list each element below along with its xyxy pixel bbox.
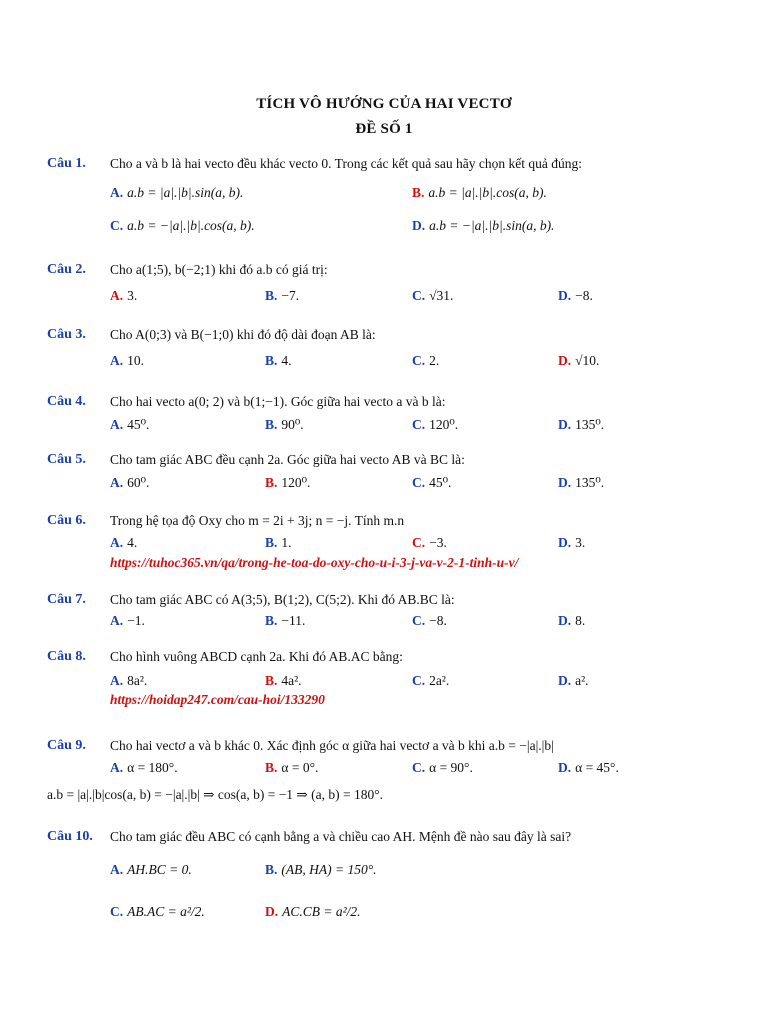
- option-c[interactable]: [110, 904, 205, 920]
- option-text: 4.: [127, 535, 138, 550]
- option-c[interactable]: [412, 475, 451, 491]
- option-a[interactable]: [110, 288, 137, 304]
- option-c[interactable]: [412, 535, 447, 551]
- option-label: A.: [110, 862, 124, 877]
- option-c[interactable]: [412, 613, 447, 629]
- option-label: D.: [558, 417, 572, 432]
- option-text: α = 45°.: [575, 760, 619, 775]
- option-text: α = 180°.: [127, 760, 178, 775]
- option-c[interactable]: [110, 218, 255, 234]
- question-stem: Cho A(0;3) và B(−1;0) khi đó độ dài đoạn AB là:: [110, 327, 376, 342]
- option-c[interactable]: [412, 353, 439, 369]
- option-label: D.: [265, 904, 279, 919]
- option-text: −8.: [575, 288, 593, 303]
- question-stem: Trong hệ tọa độ Oxy cho m = 2i + 3j; n = −j. Tính m.n: [110, 513, 405, 528]
- option-label: A.: [110, 613, 124, 628]
- question-stem: Cho tam giác đều ABC có cạnh bằng a và chiều cao AH. Mệnh đề nào sau đây là sai?: [110, 829, 572, 844]
- question-number: Câu 4.: [47, 394, 86, 409]
- option-text: a.b = |a|.|b|.cos(a, b).: [428, 185, 547, 200]
- option-text: (AB, HA) = 150°.: [281, 862, 377, 877]
- option-b[interactable]: [265, 288, 299, 304]
- option-text: 135⁰.: [575, 417, 605, 432]
- question-stem: Cho hình vuông ABCD cạnh 2a. Khi đó AB.AC bằng:: [110, 649, 403, 664]
- option-label: D.: [558, 475, 572, 490]
- option-label: B.: [265, 475, 278, 490]
- option-text: 90⁰.: [281, 417, 304, 432]
- option-d[interactable]: [558, 353, 599, 369]
- page-title: TÍCH VÔ HƯỚNG CỦA HAI VECTƠ: [256, 96, 512, 112]
- option-label: A.: [110, 535, 124, 550]
- question-stem: Cho a và b là hai vecto đều khác vecto 0. Trong các kết quả sau hãy chọn kết quả đúng:: [110, 156, 582, 171]
- option-c[interactable]: [412, 288, 453, 304]
- option-a[interactable]: [110, 353, 144, 369]
- option-text: 3.: [127, 288, 138, 303]
- option-text: 120⁰.: [281, 475, 311, 490]
- option-label: C.: [110, 218, 124, 233]
- question-number: Câu 7.: [47, 592, 86, 607]
- option-text: −1.: [127, 613, 145, 628]
- option-c[interactable]: [412, 673, 449, 689]
- option-text: √31.: [429, 288, 454, 303]
- option-d[interactable]: [558, 535, 585, 551]
- option-label: D.: [558, 288, 572, 303]
- option-label: D.: [558, 613, 572, 628]
- option-label: B.: [265, 673, 278, 688]
- option-label: C.: [412, 613, 426, 628]
- option-text: α = 0°.: [281, 760, 319, 775]
- question-number: Câu 9.: [47, 738, 86, 753]
- option-label: A.: [110, 475, 124, 490]
- option-label: A.: [110, 353, 124, 368]
- option-text: 2a².: [429, 673, 450, 688]
- question-stem: Cho hai vecto a(0; 2) và b(1;−1). Góc giữa hai vecto a và b là:: [110, 394, 446, 409]
- option-text: 60⁰.: [127, 475, 150, 490]
- solution-line: a.b = |a|.|b|cos(a, b) = −|a|.|b| ⇒ cos(a, b) = −1 ⇒ (a, b) = 180°.: [47, 787, 383, 802]
- option-b[interactable]: [265, 862, 377, 878]
- option-text: −11.: [281, 613, 306, 628]
- option-text: AC.CB = a²/2.: [282, 904, 361, 919]
- option-a[interactable]: [110, 673, 147, 689]
- question-number: Câu 6.: [47, 513, 86, 528]
- option-text: 135⁰.: [575, 475, 605, 490]
- option-label: C.: [412, 673, 426, 688]
- option-label: A.: [110, 288, 124, 303]
- option-text: 8.: [575, 613, 586, 628]
- option-text: a².: [575, 673, 589, 688]
- option-text: −8.: [429, 613, 447, 628]
- reference-link[interactable]: https://tuhoc365.vn/qa/trong-he-toa-do-oxy-cho-u-i-3-j-va-v-2-1-tinh-u-v/: [110, 555, 519, 570]
- option-label: B.: [412, 185, 425, 200]
- question-number: Câu 3.: [47, 327, 86, 342]
- question-number: Câu 1.: [47, 156, 86, 171]
- option-label: D.: [558, 353, 572, 368]
- option-d[interactable]: [558, 475, 604, 491]
- option-label: C.: [412, 288, 426, 303]
- option-label: C.: [412, 417, 426, 432]
- question-number: Câu 2.: [47, 262, 86, 277]
- option-label: B.: [265, 535, 278, 550]
- option-text: a.b = |a|.|b|.sin(a, b).: [127, 185, 244, 200]
- option-label: A.: [110, 417, 124, 432]
- option-label: A.: [110, 673, 124, 688]
- option-label: D.: [558, 673, 572, 688]
- option-text: 4a².: [281, 673, 302, 688]
- question-number: Câu 8.: [47, 649, 86, 664]
- option-text: −7.: [281, 288, 300, 303]
- option-label: C.: [412, 535, 426, 550]
- option-a[interactable]: [110, 475, 149, 491]
- option-text: 3.: [575, 535, 586, 550]
- option-label: C.: [412, 760, 426, 775]
- option-label: B.: [265, 862, 278, 877]
- option-a[interactable]: [110, 535, 137, 551]
- question-number: Câu 10.: [47, 829, 93, 844]
- option-label: B.: [265, 613, 278, 628]
- option-b[interactable]: [265, 353, 292, 369]
- option-label: A.: [110, 185, 124, 200]
- option-text: 4.: [281, 353, 292, 368]
- option-b[interactable]: [265, 417, 304, 433]
- option-b[interactable]: [265, 475, 310, 491]
- option-b[interactable]: [265, 673, 302, 689]
- option-label: D.: [558, 535, 572, 550]
- option-label: B.: [265, 417, 278, 432]
- option-text: AB.AC = a²/2.: [127, 904, 205, 919]
- page-subtitle: ĐỀ SỐ 1: [355, 121, 413, 137]
- reference-link[interactable]: https://hoidap247.com/cau-hoi/133290: [110, 692, 325, 707]
- option-text: 45⁰.: [127, 417, 150, 432]
- option-d[interactable]: [558, 760, 619, 776]
- option-text: AH.BC = 0.: [127, 862, 192, 877]
- option-text: −3.: [429, 535, 447, 550]
- option-label: B.: [265, 760, 278, 775]
- option-d[interactable]: [558, 417, 604, 433]
- option-label: C.: [412, 353, 426, 368]
- option-text: 120⁰.: [429, 417, 459, 432]
- option-c[interactable]: [412, 760, 473, 776]
- option-text: a.b = −|a|.|b|.cos(a, b).: [127, 218, 255, 233]
- option-label: C.: [412, 475, 426, 490]
- option-text: α = 90°.: [429, 760, 473, 775]
- option-text: 10.: [127, 353, 144, 368]
- option-d[interactable]: [558, 613, 585, 629]
- option-a[interactable]: [110, 417, 149, 433]
- option-text: 2.: [429, 353, 440, 368]
- question-stem: Cho tam giác ABC có A(3;5), B(1;2), C(5;2). Khi đó AB.BC là:: [110, 592, 455, 607]
- option-b[interactable]: [265, 760, 318, 776]
- option-b[interactable]: [265, 613, 305, 629]
- option-text: √10.: [575, 353, 600, 368]
- option-d[interactable]: [412, 218, 554, 234]
- option-label: D.: [558, 760, 572, 775]
- option-a[interactable]: [110, 760, 178, 776]
- question-stem: Cho tam giác ABC đều cạnh 2a. Góc giữa hai vecto AB và BC là:: [110, 452, 465, 467]
- option-label: A.: [110, 760, 124, 775]
- option-label: D.: [412, 218, 426, 233]
- option-text: 8a².: [127, 673, 148, 688]
- option-a[interactable]: [110, 613, 145, 629]
- option-text: 1.: [281, 535, 292, 550]
- option-label: C.: [110, 904, 124, 919]
- option-d[interactable]: [558, 288, 593, 304]
- question-number: Câu 5.: [47, 452, 86, 467]
- option-text: a.b = −|a|.|b|.sin(a, b).: [429, 218, 555, 233]
- option-b[interactable]: [265, 535, 292, 551]
- option-a[interactable]: [110, 862, 192, 878]
- option-label: B.: [265, 353, 278, 368]
- option-d[interactable]: [558, 673, 589, 689]
- option-a[interactable]: [110, 185, 243, 201]
- option-label: B.: [265, 288, 278, 303]
- option-c[interactable]: [412, 417, 458, 433]
- question-stem: Cho hai vectơ a và b khác 0. Xác định góc α giữa hai vectơ a và b khi a.b = −|a|.|b|: [110, 738, 554, 753]
- option-b[interactable]: [412, 185, 547, 201]
- option-d[interactable]: [265, 904, 361, 920]
- option-text: 45⁰.: [429, 475, 452, 490]
- question-stem: Cho a(1;5), b(−2;1) khi đó a.b có giá trị:: [110, 262, 328, 277]
